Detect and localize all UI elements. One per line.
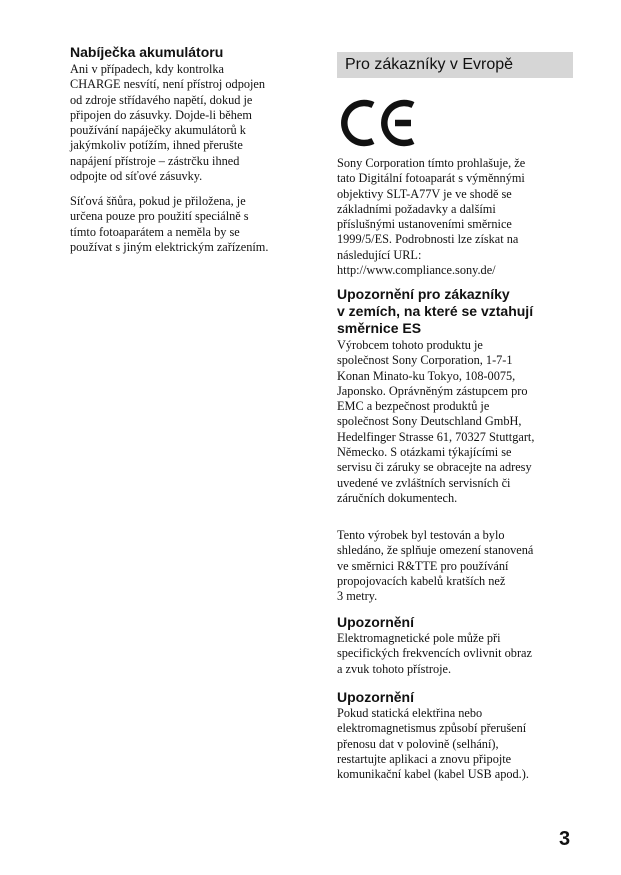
- text-line: Hedelfinger Strasse 61, 70327 Stuttgart,: [337, 429, 535, 444]
- em-field-paragraph: [337, 631, 587, 677]
- text-line: Výrobcem tohoto produktu je: [337, 338, 483, 352]
- text-line: a zvuk tohoto přístroje.: [337, 661, 452, 676]
- text-line: Elektromagnetické pole může při: [337, 631, 501, 645]
- heading-line: v zemích, na které se vztahují: [337, 303, 534, 319]
- page-number: 3: [559, 828, 571, 850]
- text-line: společnost Sony Corporation, 1-7-1: [337, 353, 513, 368]
- text-line: napájení přístroje – zástrčku ihned: [70, 153, 240, 168]
- text-line: EMC a bezpečnost produktů je: [337, 399, 490, 414]
- text-line: elektromagnetismus způsobí přerušení: [337, 721, 527, 736]
- text-line: Síťová šňůra, pokud je přiložena, je: [70, 194, 246, 208]
- text-line: odpojte od síťové zásuvky.: [70, 169, 203, 184]
- text-line: společnost Sony Deutschland GmbH,: [337, 414, 522, 429]
- text-line: jakýmkoliv potížím, ihned přerušte: [70, 138, 243, 153]
- text-line: 3 metry.: [337, 589, 378, 604]
- power-cord-paragraph: [70, 194, 315, 255]
- text-line: následující URL:: [337, 247, 422, 262]
- static-electricity-heading: Upozornění: [337, 689, 414, 705]
- text-line: propojovacích kabelů kratších než: [337, 573, 506, 588]
- text-line: používat s jiným elektrickým zařízením.: [70, 239, 269, 254]
- static-electricity-paragraph: [337, 706, 587, 782]
- text-line: připojen do zásuvky. Dojde-li během: [70, 107, 252, 122]
- text-line: specifických frekvencích ovlivnit obraz: [337, 646, 532, 661]
- text-line: ve směrnici R&TTE pro používání: [337, 558, 509, 573]
- text-line: restartujte aplikaci a znovu připojte: [337, 751, 512, 766]
- text-line: Japonsko. Oprávněným zástupcem pro: [337, 383, 528, 398]
- text-line: používání napáječky akumulátorů k: [70, 123, 246, 138]
- text-line: komunikační kabel (kabel USB apod.).: [337, 767, 529, 782]
- charger-heading: Nabíječka akumulátoru: [70, 44, 224, 60]
- heading-line: směrnice ES: [337, 320, 422, 336]
- text-line: servisu či záruky se obracejte na adresy: [337, 460, 532, 475]
- charger-paragraph: [70, 62, 315, 184]
- em-field-heading: Upozornění: [337, 614, 414, 630]
- text-line: tato Digitální fotoaparát s výměnnými: [337, 171, 525, 186]
- declaration-paragraph: [337, 156, 582, 278]
- manufacturer-paragraph: [337, 338, 587, 506]
- ce-mark-icon: [339, 97, 419, 149]
- text-line: 1999/5/ES. Podrobnosti lze získat na: [337, 232, 519, 247]
- text-line: Sony Corporation tímto prohlašuje, že: [337, 156, 526, 170]
- text-line: CHARGE nesvítí, není přístroj odpojen: [70, 77, 266, 92]
- text-line: Pokud statická elektřina nebo: [337, 706, 483, 720]
- rtte-paragraph: [337, 528, 587, 604]
- text-line: Ani v případech, kdy kontrolka: [70, 62, 225, 76]
- text-line: příslušnými ustanoveními směrnice: [337, 217, 512, 232]
- text-line: objektivy SLT-A77V je ve shodě se: [337, 186, 512, 201]
- eu-customers-heading: [337, 286, 587, 337]
- text-line: základními požadavky a dalšími: [337, 201, 496, 216]
- text-line: tímto fotoaparátem a neměla by se: [70, 224, 240, 239]
- text-line: záručních dokumentech.: [337, 490, 458, 505]
- text-line: shledáno, že splňuje omezení stanovená: [337, 543, 534, 558]
- text-line: uvedené ve zvláštních servisních či: [337, 475, 511, 490]
- text-line: Konan Minato-ku Tokyo, 108-0075,: [337, 368, 516, 383]
- heading-line: Upozornění pro zákazníky: [337, 286, 510, 302]
- compliance-url: http://www.compliance.sony.de/: [337, 263, 496, 278]
- text-line: přenosu dat v polovině (selhání),: [337, 736, 499, 751]
- text-line: Německo. S otázkami týkajícími se: [337, 445, 512, 460]
- europe-banner: Pro zákazníky v Evropě: [337, 52, 573, 78]
- text-line: od zdroje střídavého napětí, dokud je: [70, 92, 253, 107]
- text-line: Tento výrobek byl testován a bylo: [337, 528, 505, 542]
- text-line: určena pouze pro použití speciálně s: [70, 209, 249, 224]
